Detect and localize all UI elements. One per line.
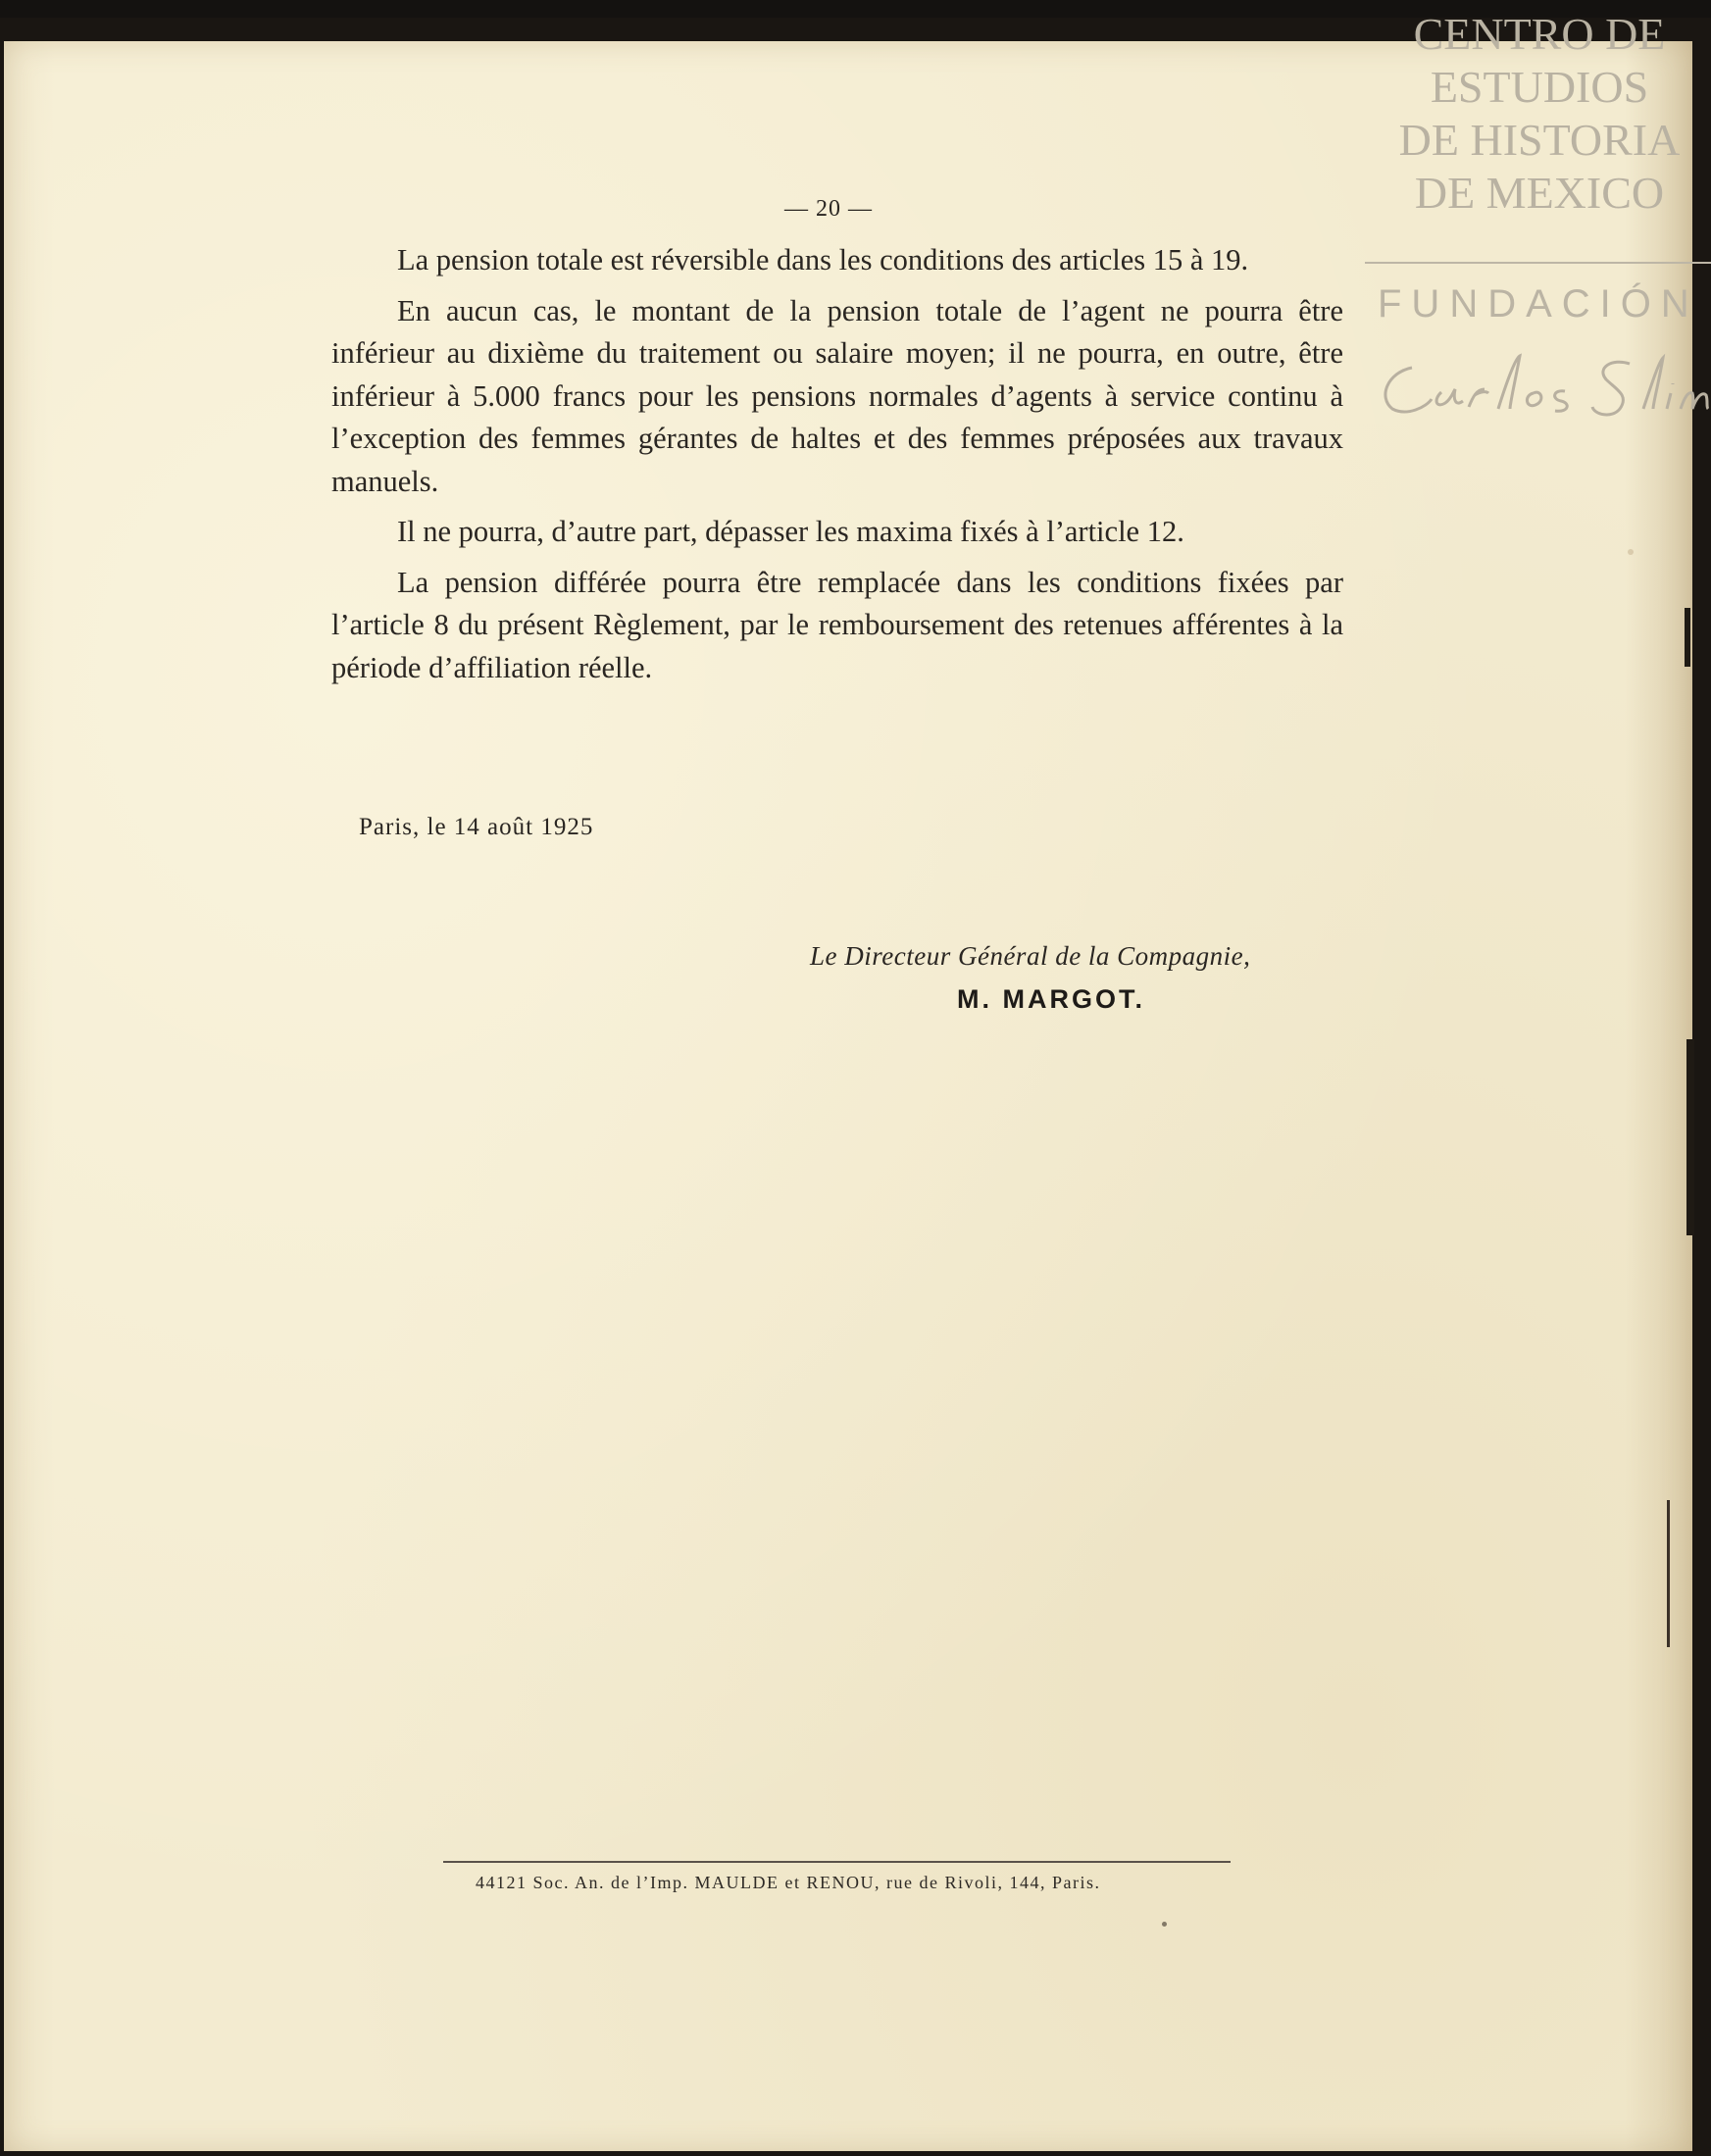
watermark-line: DE MEXICO: [1414, 168, 1665, 218]
signatory-title: Le Directeur Général de la Compagnie,: [810, 941, 1251, 971]
watermark-signature-logo: [1373, 338, 1711, 436]
paper-stain: [1162, 1922, 1167, 1927]
watermark-divider: [1365, 262, 1711, 264]
paragraph: La pension totale est réversible dans les conditions des articles 15 à 19.: [397, 243, 1249, 276]
archive-watermark: [1368, 8, 1711, 220]
paragraph: La pension différée pourra être remplacée dans les conditions fixées par l’article 8 du présent Règlement, par le remboursement des retenues afférentes à la période d’affiliation réelle.: [331, 565, 1343, 684]
body-text: [331, 239, 1343, 689]
watermark-line: ESTUDIOS: [1430, 62, 1649, 112]
footer-rule: [443, 1861, 1231, 1863]
torn-edge-mark: [1685, 608, 1690, 667]
place-date: Paris, le 14 août 1925: [359, 814, 594, 840]
paragraph: En aucun cas, le montant de la pension totale de l’agent ne pourra être inférieur au dixième du traitement ou salaire moyen; il ne pourra, en outre, être inférieur à 5.000 francs pour les pensions normales d’agents à service continu à l’exception des femmes gérantes de haltes et des femmes préposées aux travaux manuels.: [331, 293, 1343, 498]
paragraph: Il ne pourra, d’autre part, dépasser les maxima fixés à l’article 12.: [397, 515, 1184, 548]
torn-edge-mark: [1667, 1500, 1670, 1647]
paper-stain: [1628, 549, 1634, 555]
watermark-line: DE HISTORIA: [1398, 115, 1681, 165]
watermark-line: CENTRO DE: [1413, 9, 1666, 59]
torn-edge-mark: [1686, 1039, 1694, 1235]
watermark-foundation: FUNDACIÓN: [1378, 282, 1699, 326]
signatory-name: M. MARGOT.: [957, 984, 1145, 1014]
printer-imprint: 44121 Soc. An. de l’Imp. MAULDE et RENOU, rue de Rivoli, 144, Paris.: [476, 1873, 1101, 1892]
page-number: — 20 —: [784, 196, 873, 222]
